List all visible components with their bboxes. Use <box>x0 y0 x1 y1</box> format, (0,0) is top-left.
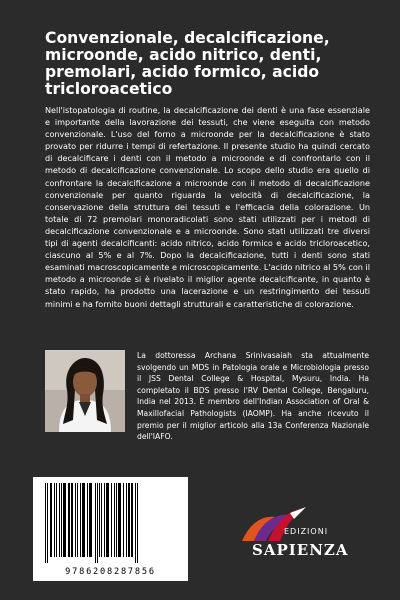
barcode-bar <box>114 483 115 557</box>
barcode-bar <box>63 483 66 557</box>
barcode-bar <box>135 483 136 563</box>
barcode-bar <box>61 483 62 557</box>
barcode-bar <box>68 483 70 557</box>
barcode-bar <box>126 483 127 557</box>
book-title: Convenzionale, decalcificazione, microonde, acido nitrico, denti, premolari, acido formico, acido tricloroacetico <box>45 29 330 98</box>
barcode-bar <box>80 483 81 557</box>
barcode-bar <box>95 483 96 563</box>
barcode-bar <box>47 483 48 563</box>
barcode-bar <box>54 483 55 557</box>
barcode-bar <box>89 483 92 557</box>
barcode-bar <box>104 483 105 557</box>
barcode-bar <box>59 483 60 557</box>
isbn-number: 9786208287856 <box>65 567 156 577</box>
barcode-bar <box>118 483 121 557</box>
publisher-name: SAPIENZA <box>252 541 349 559</box>
barcode-bar <box>101 483 102 557</box>
author-photo <box>45 350 125 432</box>
back-cover-abstract: Nell'istopatologia di routine, la decalcificazione dei denti è una fase essenziale e importante della lavorazione dei tessuti, che viene eseguita con metodo convenzionale. L'uso del forno a microonde per la decalcificazione è stato provato per ridurre i tempi di refertazione. Il presente studio ha quindi cercato di decalcificare i denti con il metodo a microonde e di confrontarlo con il metodo di decalcificazione convenzionale. Lo scopo dello studio era quello di confrontare la decalcificazione a microonde con il metodo di decalcificazione convenzionale per quanto riguarda la velocità di decalcificazione, la conservazione della struttura dei tessuti e l'efficacia della colorazione. Un totale di 72 premolari monoradicolati sono stati utilizzati per i metodi di decalcificazione convenzionale e a microonde. Sono stati utilizzati tre diversi tipi di agenti decalcificanti: acido nitrico, acido formico e acido tricloroacetico, ciascuno al 5% e al 7%. Dopo la decalcificazione, tutti i denti sono stati esaminati macroscopicamente e microscopicamente. L'acido nitrico al 5% con il metodo a microonde si è rivelato il miglior agente decalcificante, in quanto è stato rapido, ha prodotto una lacerazione e un restringimento dei tessuti minimi e ha fornito buoni dettagli strutturali e caratteristiche di colorazione. <box>45 105 370 309</box>
barcode-bar <box>56 483 57 557</box>
author-portrait-icon <box>45 350 125 432</box>
barcode-bar <box>137 483 138 563</box>
barcode-bar <box>106 483 109 557</box>
publisher-logo <box>232 505 362 585</box>
logo-emblem-icon <box>232 505 362 545</box>
barcode-bar <box>71 483 73 557</box>
barcode-bar <box>77 483 78 557</box>
barcode-bar <box>128 483 130 557</box>
barcode-bar <box>97 483 98 563</box>
author-bio: La dottoressa Archana Srinivasaiah sta attualmente svolgendo un MDS in Patologia orale e Microbiologia presso il JSS Dental College & Hospital, Mysuru, India. Ha completato il BDS presso l'RV Dental College, Bengaluru, India nel 2013. È membro dell'Indian Association of Oral & Maxillofacial Pathologists (IAOMP). Ha anche ricevuto il premio per il miglior articolo alla 13a Conferenza Nazionale dell'IAFO. <box>137 351 369 442</box>
barcode-bar <box>111 483 112 557</box>
barcode-bar <box>123 483 124 557</box>
barcode-bar <box>131 483 133 557</box>
isbn-barcode <box>33 477 188 581</box>
barcode-bar <box>50 483 52 557</box>
barcode-bar <box>45 483 46 563</box>
publisher-label: EDIZIONI <box>284 527 329 536</box>
barcode-bar <box>87 483 88 557</box>
barcode-bar <box>75 483 76 557</box>
barcode-bar <box>82 483 85 557</box>
barcode-bar <box>116 483 117 557</box>
barcode-bars <box>33 477 188 563</box>
barcode-bar <box>99 483 100 557</box>
